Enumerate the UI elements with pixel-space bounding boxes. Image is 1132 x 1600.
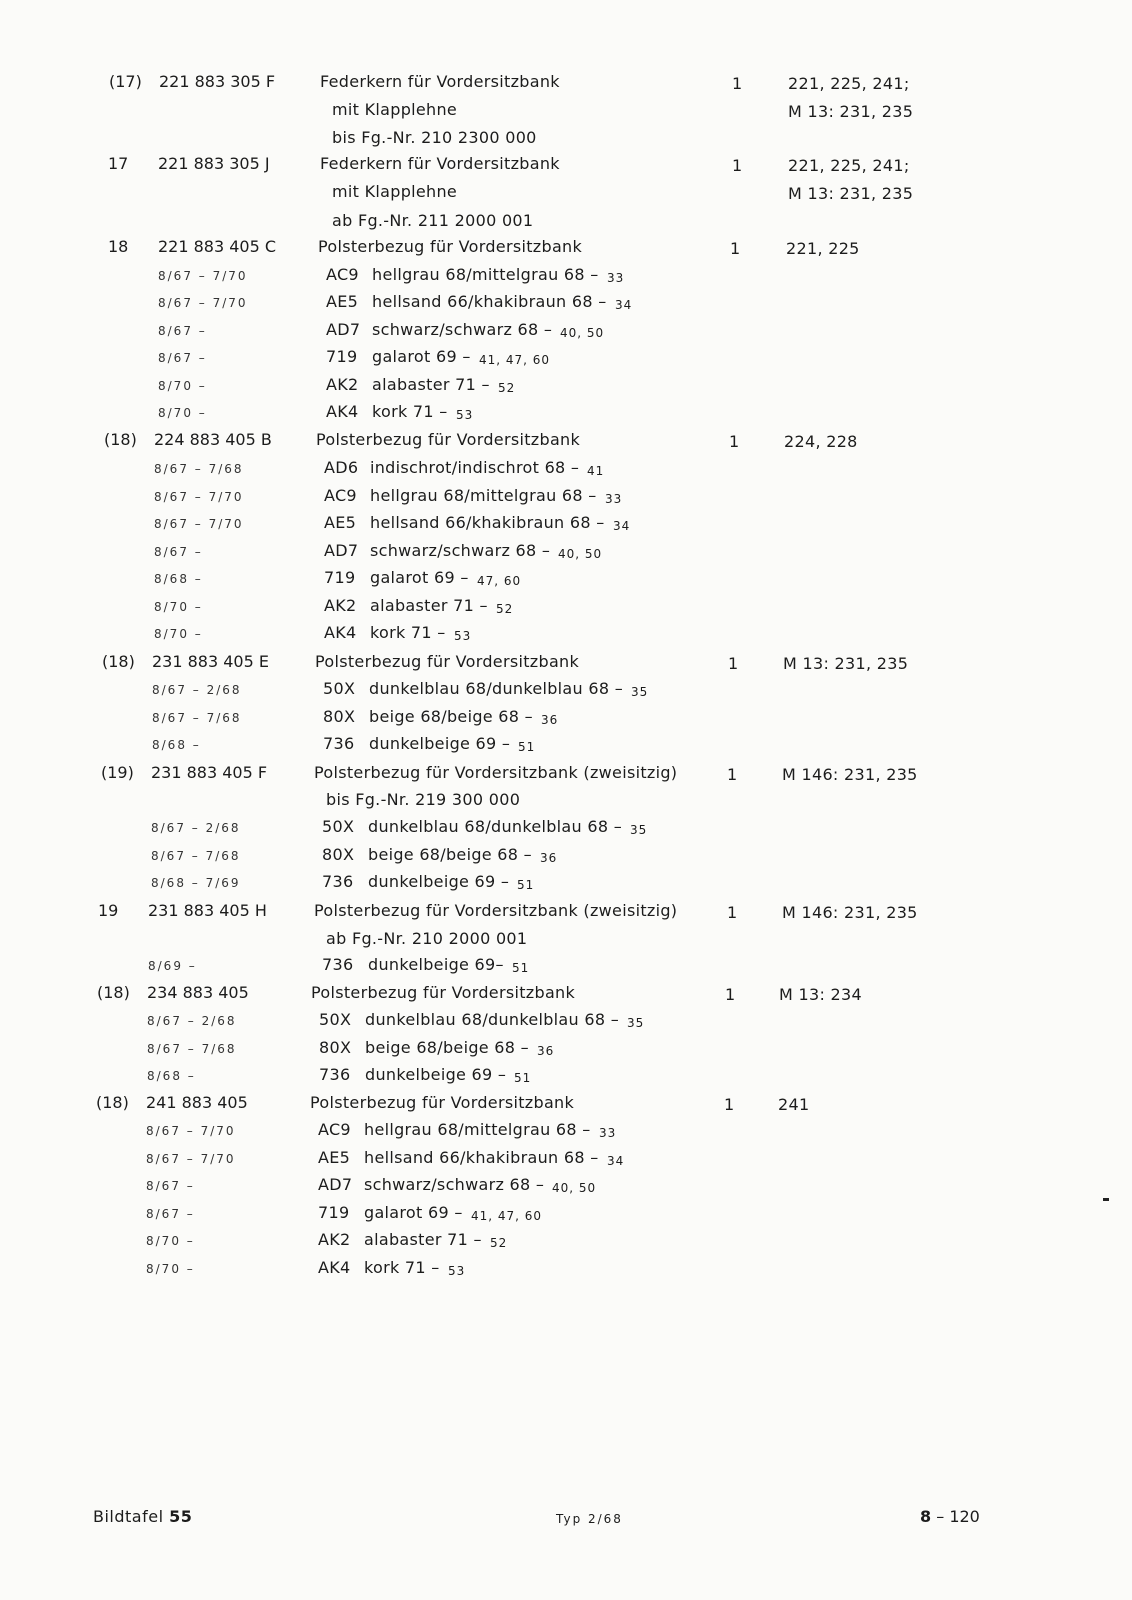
color-code: 719 <box>326 347 358 366</box>
color-code: AK4 <box>326 402 359 421</box>
table-row <box>0 872 1132 900</box>
table-row <box>0 486 1132 514</box>
validity-date: 8/67 – 2/68 <box>152 683 242 697</box>
color-code: AK4 <box>318 1258 351 1277</box>
validity-date: 8/67 – <box>158 351 207 365</box>
table-row <box>0 707 1132 735</box>
validity-date: 8/70 – <box>158 406 207 420</box>
validity-date: 8/69 – <box>148 959 197 973</box>
quantity: 1 <box>729 432 740 451</box>
illustration-ref: 34 <box>607 1154 625 1168</box>
validity-date: 8/67 – <box>158 324 207 338</box>
validity-date: 8/67 – <box>146 1207 195 1221</box>
table-row <box>0 790 1132 818</box>
table-row <box>0 100 1132 128</box>
color-code: 80X <box>323 707 356 726</box>
color-name: alabaster 71 – <box>370 596 488 615</box>
validity-date: 8/67 – <box>154 545 203 559</box>
model-applicability: 224, 228 <box>784 432 858 451</box>
validity-date: 8/67 – 7/68 <box>147 1042 237 1056</box>
validity-date: 8/68 – 7/69 <box>151 876 241 890</box>
color-code: AE5 <box>318 1148 351 1167</box>
color-code: 719 <box>324 568 356 587</box>
color-code: AE5 <box>326 292 359 311</box>
scan-mark <box>1103 1198 1109 1201</box>
table-row <box>0 347 1132 375</box>
item-number: (18) <box>97 983 130 1002</box>
color-code: AK2 <box>318 1230 351 1249</box>
color-code: 50X <box>323 679 356 698</box>
part-description: Federkern für Vordersitzbank <box>320 154 560 173</box>
validity-date: 8/70 – <box>146 1234 195 1248</box>
table-row <box>0 652 1132 680</box>
color-code: AK2 <box>324 596 357 615</box>
item-number: (18) <box>102 652 135 671</box>
illustration-ref: 41, 47, 60 <box>479 353 551 367</box>
color-name: dunkelblau 68/dunkelblau 68 – <box>365 1010 620 1029</box>
part-description: Polsterbezug für Vordersitzbank <box>318 237 583 256</box>
part-description: Polsterbezug für Vordersitzbank <box>310 1093 575 1112</box>
illustration-ref: 52 <box>498 381 516 395</box>
table-row <box>0 402 1132 430</box>
item-number: (17) <box>109 72 142 91</box>
color-name: beige 68/beige 68 – <box>368 845 532 864</box>
part-number: 221 883 405 C <box>158 237 277 256</box>
item-number: 18 <box>108 237 129 256</box>
color-name: alabaster 71 – <box>372 375 490 394</box>
color-code: AD6 <box>324 458 359 477</box>
color-code: AD7 <box>318 1175 353 1194</box>
part-number: 221 883 305 J <box>158 154 270 173</box>
validity-date: 8/68 – <box>147 1069 196 1083</box>
part-description: Polsterbezug für Vordersitzbank <box>311 983 576 1002</box>
illustration-ref: 41, 47, 60 <box>471 1209 543 1223</box>
table-row <box>0 1230 1132 1258</box>
color-code: AK4 <box>324 623 357 642</box>
part-description: bis Fg.-Nr. 219 300 000 <box>326 790 521 809</box>
table-row <box>0 929 1132 957</box>
table-row <box>0 901 1132 929</box>
part-number: 241 883 405 <box>146 1093 248 1112</box>
part-description: Polsterbezug für Vordersitzbank <box>316 430 581 449</box>
table-row <box>0 679 1132 707</box>
color-code: 736 <box>322 955 354 974</box>
table-row <box>0 1010 1132 1038</box>
table-row <box>0 541 1132 569</box>
color-code: AC9 <box>318 1120 351 1139</box>
table-row <box>0 817 1132 845</box>
color-name: kork 71 – <box>364 1258 440 1277</box>
color-name: hellsand 66/khakibraun 68 – <box>370 513 605 532</box>
illustration-ref: 33 <box>599 1126 617 1140</box>
item-number: 17 <box>108 154 129 173</box>
quantity: 1 <box>732 156 743 175</box>
validity-date: 8/67 – 7/70 <box>158 269 248 283</box>
validity-date: 8/68 – <box>152 738 201 752</box>
color-name: alabaster 71 – <box>364 1230 482 1249</box>
color-code: 80X <box>322 845 355 864</box>
validity-date: 8/67 – 7/68 <box>152 711 242 725</box>
validity-date: 8/67 – 7/70 <box>154 490 244 504</box>
model-applicability: M 13: 231, 235 <box>788 102 914 121</box>
part-description: Federkern für Vordersitzbank <box>320 72 560 91</box>
type-reference: Typ 2/68 <box>556 1512 623 1526</box>
page-number: 8 – 120 <box>920 1507 980 1526</box>
table-row <box>0 1203 1132 1231</box>
color-code: 736 <box>323 734 355 753</box>
part-description: Polsterbezug für Vordersitzbank (zweisitzig) <box>314 763 678 782</box>
illustration-ref: 35 <box>627 1016 645 1030</box>
illustration-ref: 51 <box>517 878 535 892</box>
part-number: 224 883 405 B <box>154 430 272 449</box>
illustration-ref: 34 <box>613 519 631 533</box>
color-name: schwarz/schwarz 68 – <box>372 320 553 339</box>
color-code: AD7 <box>326 320 361 339</box>
item-number: (19) <box>101 763 134 782</box>
illustration-ref: 52 <box>490 1236 508 1250</box>
table-row <box>0 734 1132 762</box>
illustration-ref: 36 <box>540 851 558 865</box>
illustration-ref: 36 <box>541 713 559 727</box>
validity-date: 8/67 – 2/68 <box>147 1014 237 1028</box>
part-number: 231 883 405 E <box>152 652 269 671</box>
model-applicability: 241 <box>778 1095 810 1114</box>
color-name: hellgrau 68/mittelgrau 68 – <box>372 265 599 284</box>
model-applicability: 221, 225 <box>786 239 860 258</box>
table-row <box>0 211 1132 239</box>
validity-date: 8/67 – 7/68 <box>151 849 241 863</box>
table-row <box>0 237 1132 265</box>
part-number: 231 883 405 H <box>148 901 267 920</box>
color-name: hellgrau 68/mittelgrau 68 – <box>364 1120 591 1139</box>
table-row <box>0 1065 1132 1093</box>
quantity: 1 <box>728 654 739 673</box>
illustration-ref: 33 <box>605 492 623 506</box>
color-name: hellsand 66/khakibraun 68 – <box>372 292 607 311</box>
color-name: galarot 69 – <box>370 568 469 587</box>
illustration-ref: 51 <box>518 740 536 754</box>
color-name: kork 71 – <box>372 402 448 421</box>
color-name: hellgrau 68/mittelgrau 68 – <box>370 486 597 505</box>
table-row <box>0 845 1132 873</box>
color-name: beige 68/beige 68 – <box>369 707 533 726</box>
validity-date: 8/70 – <box>154 600 203 614</box>
item-number: (18) <box>104 430 137 449</box>
color-name: dunkelblau 68/dunkelblau 68 – <box>368 817 623 836</box>
table-row <box>0 1120 1132 1148</box>
quantity: 1 <box>730 239 741 258</box>
color-name: dunkelblau 68/dunkelblau 68 – <box>369 679 624 698</box>
table-row <box>0 1038 1132 1066</box>
color-code: AK2 <box>326 375 359 394</box>
validity-date: 8/67 – 2/68 <box>151 821 241 835</box>
validity-date: 8/67 – 7/70 <box>146 1152 236 1166</box>
part-description: Polsterbezug für Vordersitzbank <box>315 652 580 671</box>
illustration-ref: 53 <box>456 408 474 422</box>
color-code: AC9 <box>324 486 357 505</box>
table-row <box>0 458 1132 486</box>
illustration-ref: 35 <box>630 823 648 837</box>
table-row <box>0 1093 1132 1121</box>
table-row <box>0 1148 1132 1176</box>
color-name: dunkelbeige 69 – <box>369 734 511 753</box>
illustration-ref: 51 <box>512 961 530 975</box>
part-description: bis Fg.-Nr. 210 2300 000 <box>332 128 537 147</box>
table-row <box>0 1175 1132 1203</box>
model-applicability: M 13: 234 <box>779 985 862 1004</box>
illustration-ref: 52 <box>496 602 514 616</box>
part-description: Polsterbezug für Vordersitzbank (zweisitzig) <box>314 901 678 920</box>
part-description: mit Klapplehne <box>332 100 458 119</box>
illustration-ref: 34 <box>615 298 633 312</box>
illustration-ref: 53 <box>454 629 472 643</box>
table-row <box>0 128 1132 156</box>
table-row <box>0 265 1132 293</box>
color-name: dunkelbeige 69 – <box>368 872 510 891</box>
model-applicability: M 146: 231, 235 <box>782 903 918 922</box>
quantity: 1 <box>727 903 738 922</box>
color-code: 736 <box>319 1065 351 1084</box>
color-code: AE5 <box>324 513 357 532</box>
model-applicability: M 146: 231, 235 <box>782 765 918 784</box>
illustration-ref: 53 <box>448 1264 466 1278</box>
color-name: dunkelbeige 69– <box>368 955 504 974</box>
table-row <box>0 430 1132 458</box>
plate-reference: Bildtafel 55 <box>93 1507 193 1526</box>
illustration-ref: 51 <box>514 1071 532 1085</box>
validity-date: 8/67 – 7/70 <box>146 1124 236 1138</box>
table-row <box>0 1258 1132 1286</box>
illustration-ref: 47, 60 <box>477 574 522 588</box>
quantity: 1 <box>732 74 743 93</box>
quantity: 1 <box>725 985 736 1004</box>
item-number: (18) <box>96 1093 129 1112</box>
model-applicability: M 13: 231, 235 <box>783 654 909 673</box>
illustration-ref: 35 <box>631 685 649 699</box>
color-code: 80X <box>319 1038 352 1057</box>
color-name: hellsand 66/khakibraun 68 – <box>364 1148 599 1167</box>
part-number: 221 883 305 F <box>159 72 276 91</box>
table-row <box>0 623 1132 651</box>
validity-date: 8/67 – 7/70 <box>158 296 248 310</box>
illustration-ref: 41 <box>587 464 605 478</box>
illustration-ref: 33 <box>607 271 625 285</box>
quantity: 1 <box>724 1095 735 1114</box>
color-name: indischrot/indischrot 68 – <box>370 458 580 477</box>
table-row <box>0 72 1132 100</box>
color-code: 50X <box>322 817 355 836</box>
table-row <box>0 292 1132 320</box>
illustration-ref: 40, 50 <box>560 326 605 340</box>
table-row <box>0 375 1132 403</box>
color-code: AD7 <box>324 541 359 560</box>
item-number: 19 <box>98 901 119 920</box>
color-name: dunkelbeige 69 – <box>365 1065 507 1084</box>
validity-date: 8/70 – <box>154 627 203 641</box>
table-row <box>0 983 1132 1011</box>
table-row <box>0 763 1132 791</box>
validity-date: 8/68 – <box>154 572 203 586</box>
table-row <box>0 320 1132 348</box>
part-number: 234 883 405 <box>147 983 249 1002</box>
color-code: 50X <box>319 1010 352 1029</box>
color-name: schwarz/schwarz 68 – <box>370 541 551 560</box>
validity-date: 8/70 – <box>146 1262 195 1276</box>
color-code: 736 <box>322 872 354 891</box>
table-row <box>0 568 1132 596</box>
table-row <box>0 182 1132 210</box>
illustration-ref: 40, 50 <box>552 1181 597 1195</box>
part-description: ab Fg.-Nr. 210 2000 001 <box>326 929 528 948</box>
quantity: 1 <box>727 765 738 784</box>
color-name: beige 68/beige 68 – <box>365 1038 529 1057</box>
validity-date: 8/70 – <box>158 379 207 393</box>
model-applicability: 221, 225, 241; <box>788 156 910 175</box>
table-row <box>0 513 1132 541</box>
illustration-ref: 36 <box>537 1044 555 1058</box>
validity-date: 8/67 – <box>146 1179 195 1193</box>
illustration-ref: 40, 50 <box>558 547 603 561</box>
table-row <box>0 596 1132 624</box>
table-row <box>0 955 1132 983</box>
model-applicability: 221, 225, 241; <box>788 74 910 93</box>
part-description: mit Klapplehne <box>332 182 458 201</box>
color-name: schwarz/schwarz 68 – <box>364 1175 545 1194</box>
color-name: galarot 69 – <box>364 1203 463 1222</box>
validity-date: 8/67 – 7/68 <box>154 462 244 476</box>
color-code: 719 <box>318 1203 350 1222</box>
model-applicability: M 13: 231, 235 <box>788 184 914 203</box>
color-name: galarot 69 – <box>372 347 471 366</box>
part-description: ab Fg.-Nr. 211 2000 001 <box>332 211 534 230</box>
part-number: 231 883 405 F <box>151 763 268 782</box>
color-name: kork 71 – <box>370 623 446 642</box>
color-code: AC9 <box>326 265 359 284</box>
validity-date: 8/67 – 7/70 <box>154 517 244 531</box>
table-row <box>0 154 1132 182</box>
